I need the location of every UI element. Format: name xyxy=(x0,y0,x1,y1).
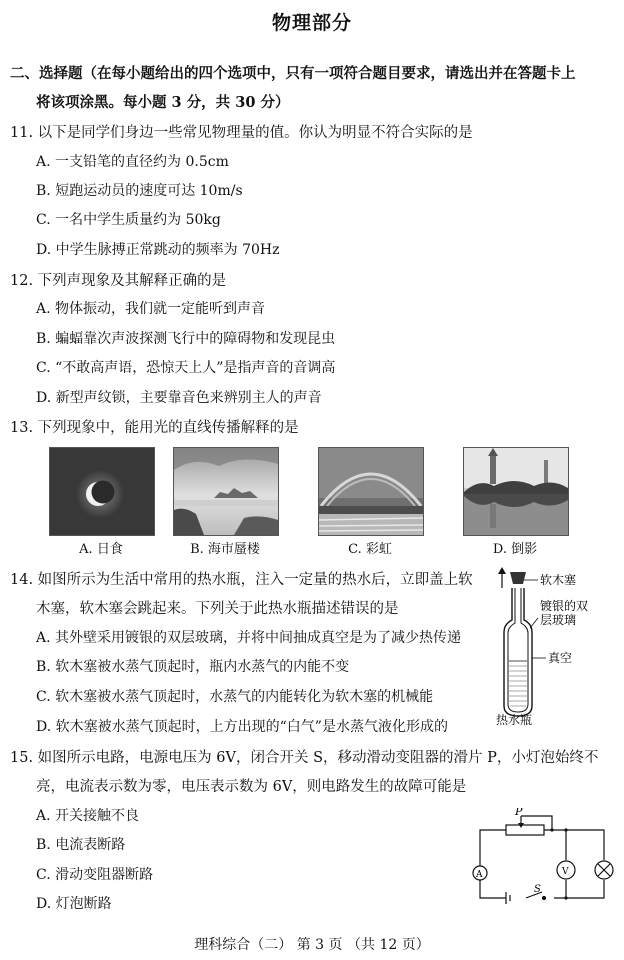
q15-option-a: A. 开关接触不良 xyxy=(36,808,140,824)
q13-stem: 13. 下列现象中，能用光的直线传播解释的是 xyxy=(10,420,299,436)
label-cork: 软木塞 xyxy=(540,573,577,587)
q14-stem-line1: 14. 如图所示为生活中常用的热水瓶，注入一定量的热水后，立即盖上软 xyxy=(10,572,473,588)
circuit-diagram xyxy=(466,808,618,912)
solar-eclipse-photo xyxy=(49,447,155,536)
label-glass-2: 层玻璃 xyxy=(540,613,577,627)
label-ammeter: A xyxy=(476,870,483,880)
q14-option-a: A. 其外壁采用镀银的双层玻璃，并将中间抽成真空是为了减少热传递 xyxy=(36,630,462,646)
photo-caption-c: C. 彩虹 xyxy=(348,542,392,557)
q11-option-d: D. 中学生脉搏正常跳动的频率为 70Hz xyxy=(36,242,280,258)
q15-option-d: D. 灯泡断路 xyxy=(36,896,112,912)
label-voltmeter: V xyxy=(562,867,569,877)
q12-option-d: D. 新型声纹锁，主要靠音色来辨别主人的声音 xyxy=(36,390,322,406)
q15-option-b: B. 电流表断路 xyxy=(36,837,126,853)
q14-option-d: D. 软木塞被水蒸气顶起时，上方出现的“白气”是水蒸气液化形成的 xyxy=(36,719,448,735)
label-glass-1: 镀银的双 xyxy=(540,599,589,613)
section-heading-line1: 二、选择题（在每小题给出的四个选项中，只有一项符合题目要求，请选出并在答题卡上 xyxy=(10,65,576,82)
q15-stem-line2: 亮，电流表示数为零，电压表示数为 6V，则电路发生的故障可能是 xyxy=(36,779,467,795)
q11-stem: 11. 以下是同学们身边一些常见物理量的值。你认为明显不符合实际的是 xyxy=(10,125,473,141)
q11-option-c: C. 一名中学生质量约为 50kg xyxy=(36,212,221,228)
q15-stem-line1: 15. 如图所示电路，电源电压为 6V，闭合开关 S，移动滑动变阻器的滑片 P，小灯泡始终不 xyxy=(10,750,599,766)
q12-option-c: C. “不敢高声语，恐惊天上人”是指声音的音调高 xyxy=(36,360,336,376)
reflection-photo xyxy=(463,447,569,536)
q11-option-a: A. 一支铅笔的直径约为 0.5cm xyxy=(36,154,229,170)
label-vacuum: 真空 xyxy=(548,651,573,665)
photo-caption-a: A. 日食 xyxy=(79,542,123,557)
thermos-diagram xyxy=(486,566,616,726)
q12-option-a: A. 物体振动，我们就一定能听到声音 xyxy=(36,301,266,317)
q12-option-b: B. 蝙蝠靠次声波探测飞行中的障碍物和发现昆虫 xyxy=(36,331,336,347)
label-slider-p: P xyxy=(515,808,523,818)
q11-option-b: B. 短跑运动员的速度可达 10m/s xyxy=(36,183,243,199)
rainbow-photo xyxy=(318,447,424,536)
q14-option-b: B. 软木塞被水蒸气顶起时，瓶内水蒸气的内能不变 xyxy=(36,659,350,675)
page-footer: 理科综合（二） 第 3 页 （共 12 页） xyxy=(194,937,430,953)
label-switch: S xyxy=(534,884,541,895)
q15-option-c: C. 滑动变阻器断路 xyxy=(36,867,154,883)
section-heading-line2: 将该项涂黑。每小题 3 分，共 30 分） xyxy=(36,94,290,111)
page-title: 物理部分 xyxy=(271,12,352,34)
photo-caption-d: D. 倒影 xyxy=(492,542,538,557)
q14-option-c: C. 软木塞被水蒸气顶起时，水蒸气的内能转化为软木塞的机械能 xyxy=(36,689,434,705)
photo-caption-b: B. 海市蜃楼 xyxy=(190,542,260,557)
q12-stem: 12. 下列声现象及其解释正确的是 xyxy=(10,273,227,289)
mirage-photo xyxy=(173,447,279,536)
label-bottle: 热水瓶 xyxy=(496,713,533,726)
q14-stem-line2: 木塞，软木塞会跳起来。下列关于此热水瓶描述错误的是 xyxy=(36,601,399,617)
